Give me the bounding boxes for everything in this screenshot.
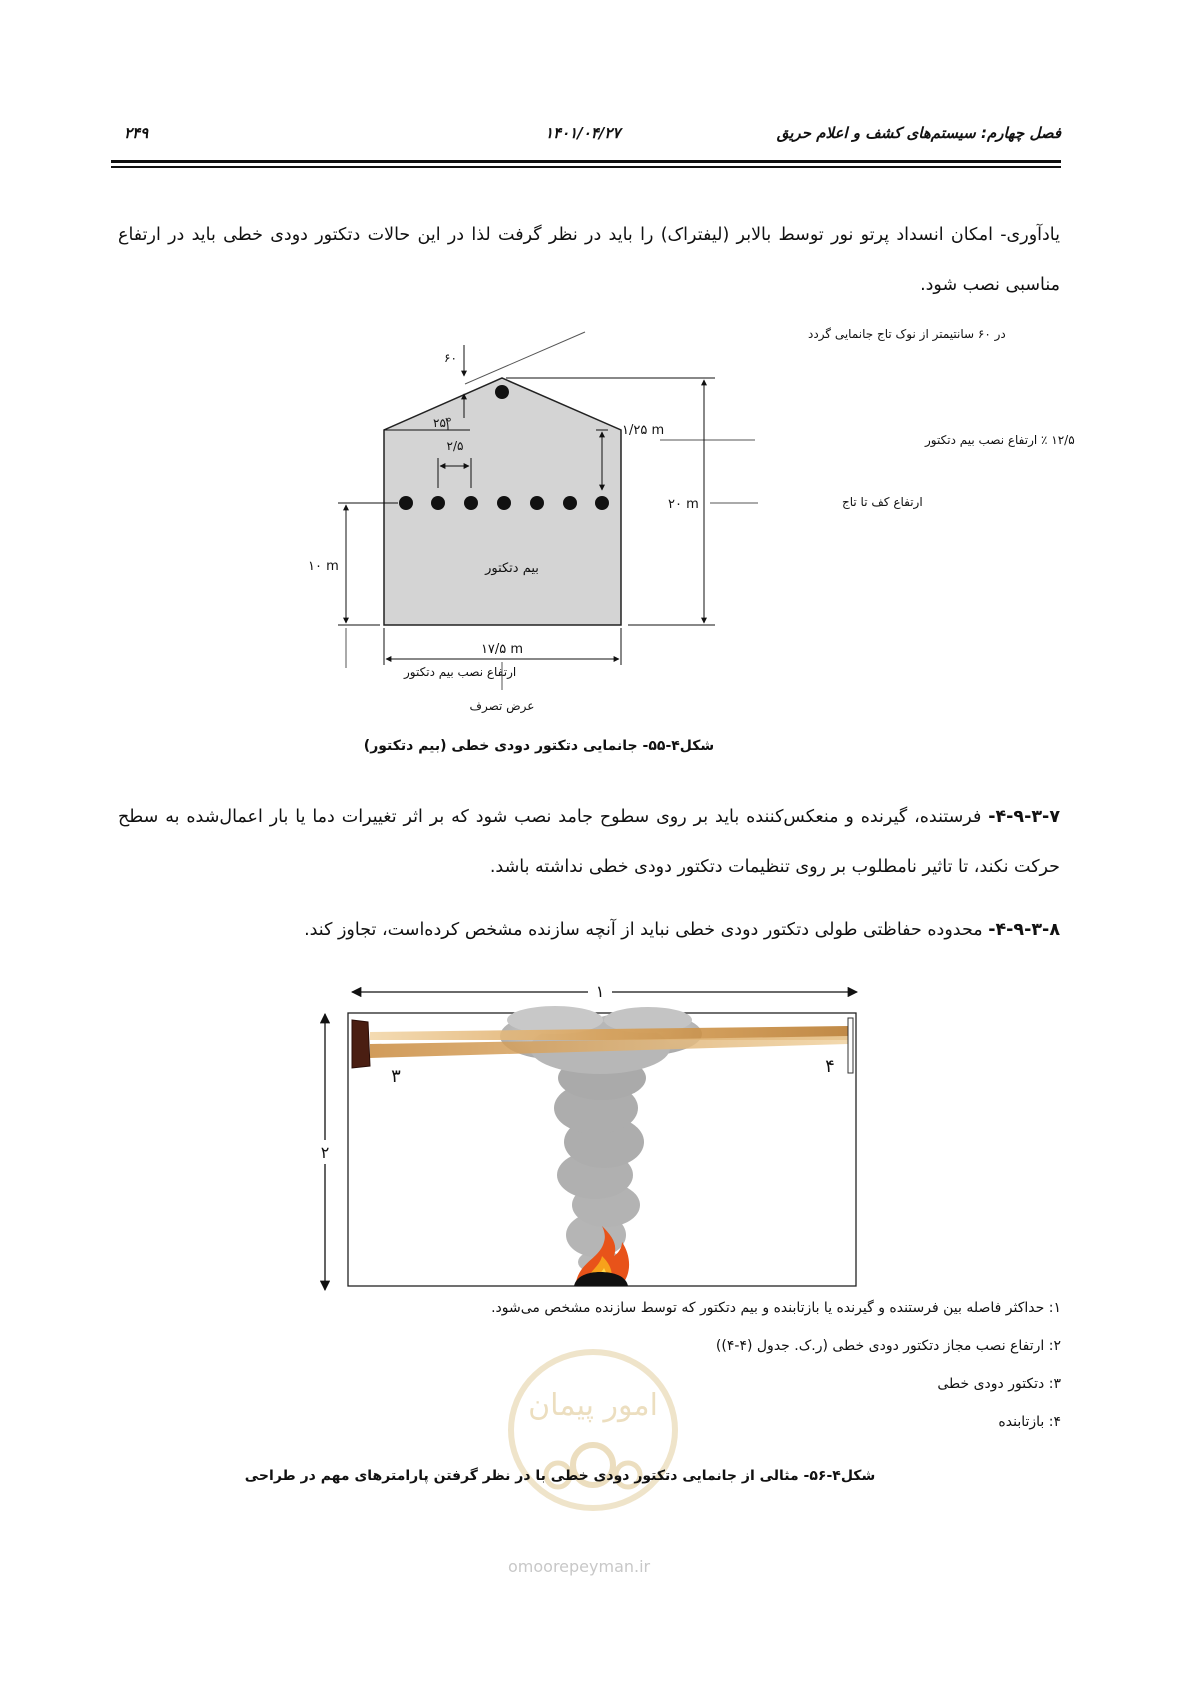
svg-text:امور پیمان: امور پیمان bbox=[528, 1388, 658, 1423]
header-rule bbox=[111, 160, 1061, 163]
watermark-url: omoorepeyman.ir bbox=[508, 1557, 651, 1576]
figure-beam-detector-layout bbox=[0, 310, 1191, 730]
figure2-caption: شکل۴-۵۶- مثالی از جانمایی دتکتور دودی خطی با در نظر گرفتن پارامترهای مهم در طراحی bbox=[244, 1468, 876, 1484]
clause-4-9-3-8 bbox=[118, 905, 1060, 955]
detector-dot bbox=[530, 496, 544, 510]
label-1-25m: ۱/۲۵ m bbox=[622, 423, 665, 438]
reflector bbox=[848, 1018, 853, 1073]
chapter-title: فصل چهارم: سیستم‌های کشف و اعلام حریق bbox=[776, 124, 1061, 142]
dim-label-2: ۲ bbox=[320, 1143, 330, 1162]
clause-4-9-3-7 bbox=[118, 792, 1060, 892]
detector-dot bbox=[464, 496, 478, 510]
watermark-logo bbox=[498, 1345, 688, 1515]
legend-item: ۳: دتکتور دودی خطی bbox=[937, 1376, 1061, 1392]
clause-7-number: ۴-۹-۳-۷- bbox=[988, 807, 1060, 827]
detector-dot bbox=[431, 496, 445, 510]
label-10m: ۱۰ m bbox=[308, 559, 339, 574]
crown-detector bbox=[495, 385, 509, 399]
label-2-5: ۲/۵ bbox=[446, 439, 464, 453]
figure2-legend bbox=[361, 1300, 1061, 1452]
detector-dot bbox=[497, 496, 511, 510]
line-smoke-detector bbox=[352, 1020, 370, 1068]
figure-beam-detector-example bbox=[0, 970, 1191, 1300]
label-60cm-note: در ۶۰ سانتیمتر از نوک تاج جانمایی گردد bbox=[808, 327, 1006, 341]
label-17-5m: ۱۷/۵ m bbox=[480, 642, 524, 657]
detector-dot bbox=[399, 496, 413, 510]
label-occupancy-width: عرض تصرف bbox=[469, 699, 535, 713]
clause-8-number: ۴-۹-۳-۸- bbox=[988, 920, 1060, 940]
header-date: ۱۴۰۱/۰۴/۲۷ bbox=[545, 124, 621, 142]
detector-dot bbox=[563, 496, 577, 510]
label-3: ۳ bbox=[391, 1066, 401, 1087]
legend-item: ۱: حداکثر فاصله بین فرستنده و گیرنده یا بازتابنده و بیم دتکتور که توسط سازنده مشخص می‌شود. bbox=[491, 1300, 1061, 1316]
label-4: ۴ bbox=[825, 1056, 835, 1077]
label-25deg: ۲۵° bbox=[433, 416, 452, 430]
label-beam-detector: بیم دتکتور bbox=[485, 561, 539, 576]
legend-item: ۴: بازتابنده bbox=[998, 1414, 1061, 1430]
clause-7-text: فرستنده، گیرنده و منعکس‌کننده باید بر روی سطوح جامد نصب شود که بر اثر تغییرات دما یا بار اعمال‌شده به سطح حرکت نکند، تا تاثیر نامطلوب بر روی تنظیمات دتکتور دودی خطی نداشته باشد. bbox=[118, 807, 1060, 877]
label-floor-to-crown: ارتفاع کف تا تاج bbox=[842, 495, 923, 509]
detector-dot bbox=[595, 496, 609, 510]
figure1-caption: شکل۴-۵۵- جانمایی دتکتور دودی خطی (بیم دتکتور) bbox=[363, 738, 715, 754]
page-number: ۲۴۹ bbox=[124, 124, 149, 142]
label-12-5pct: ۱۲/۵ ٪ ارتفاع نصب بیم دتکتور bbox=[925, 433, 1075, 447]
clause-8-text: محدوده حفاظتی طولی دتکتور دودی خطی نباید از آنچه سازنده مشخص کرده‌است، تجاوز کند. bbox=[304, 920, 989, 940]
intro-paragraph: یادآوری- امکان انسداد پرتو نور توسط بالابر (لیفتراک) را باید در نظر گرفت لذا در این حالات دتکتور دودی خطی باید در ارتفاع مناسبی نصب شود. bbox=[118, 225, 1060, 295]
legend-item: ۲: ارتفاع نصب مجاز دتکتور دودی خطی (ر.ک. جدول (۴-۴)) bbox=[715, 1338, 1061, 1354]
header-rule-thin bbox=[111, 166, 1061, 168]
dim-label-1: ۱ bbox=[595, 982, 605, 1001]
label-mount-height: ارتفاع نصب بیم دتکتور bbox=[404, 665, 517, 679]
label-60: ۶۰ bbox=[444, 351, 457, 365]
label-20m: ۲۰ m bbox=[668, 497, 699, 512]
